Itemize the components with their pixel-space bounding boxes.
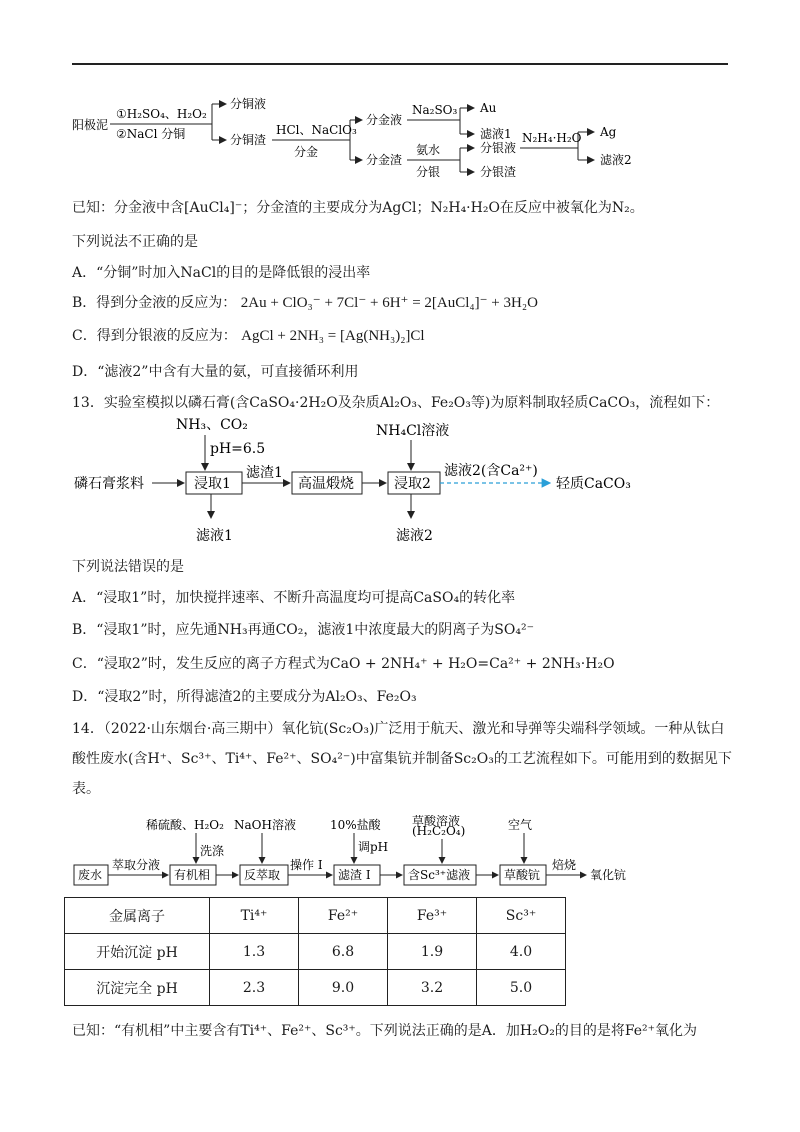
flow2-nh4cl: NH₄Cl溶液 (376, 423, 450, 439)
flow3-back: 反萃取 (244, 868, 281, 882)
flow1-au-liquid: 分金液 (366, 113, 403, 127)
table-row (65, 934, 566, 970)
table-cell: 1.3 (210, 934, 299, 970)
q12-option-a: A．“分铜”时加入NaCl的目的是降低银的浸出率 (72, 265, 371, 281)
flow1-au-step: 分金 (294, 145, 319, 159)
q12-option-b-label: B．得到分金液的反应为： (72, 295, 237, 311)
flowchart-anode-slime (0, 80, 800, 190)
q13-prompt: 下列说法错误的是 (72, 559, 184, 575)
flow3-naoh: NaOH溶液 (234, 818, 296, 832)
flow2-leach2: 浸取2 (394, 476, 431, 492)
flowchart-phosphogypsum (0, 415, 800, 555)
flow2-leach1: 浸取1 (194, 476, 231, 492)
flow1-filtrate1: 滤液1 (480, 127, 512, 141)
flow1-ammonia: 氨水 (416, 143, 441, 157)
q13-option-d: D．“浸取2”时，所得滤渣2的主要成分为Al₂O₃、Fe₂O₃ (72, 689, 417, 705)
flow2-ph: pH=6.5 (210, 441, 266, 457)
table-header-cell: Fe²⁺ (299, 898, 388, 934)
flow3-res1: 滤渣 I (338, 868, 371, 882)
q12-option-c-label: C．得到分银液的反应为： (72, 328, 237, 344)
flow2-product: 轻质CaCO₃ (556, 476, 631, 492)
flow2-filtrate2-out: 滤液2 (396, 528, 433, 544)
flow1-ag-step: 分银 (416, 165, 441, 179)
flow3-adjust: 调pH (358, 840, 389, 854)
q12-option-c-equation: AgCl + 2NH₃ = [Ag(NH₃)₂]Cl (241, 328, 425, 344)
flow3-acid: 稀硫酸、H₂O₂ (146, 818, 224, 832)
flow1-n2h4: N₂H₄·H₂O (522, 131, 582, 145)
flow3-extract: 萃取分液 (112, 858, 161, 872)
flow1-reagent2: ②NaCl 分铜 (116, 127, 186, 141)
q12-known: 已知：分金液中含[AuCl₄]⁻；分金渣的主要成分为AgCl；N₂H₄·H₂O在反应中被氧化为N₂。 (72, 200, 644, 216)
table-cell: 1.9 (388, 934, 477, 970)
flow2-gases: NH₃、CO₂ (176, 417, 248, 433)
flow1-ag: Ag (600, 125, 617, 139)
q12-option-d: D．“滤液2”中含有大量的氨，可直接循环利用 (72, 364, 359, 380)
q12-option-c (72, 325, 425, 345)
flow1-filtrate2: 滤液2 (600, 153, 632, 167)
q12-prompt: 下列说法不正确的是 (72, 234, 198, 250)
table-header-cell: Ti⁴⁺ (210, 898, 299, 934)
q12-option-b-equation: 2Au + ClO₃⁻ + 7Cl⁻ + 6H⁺ = 2[AuCl₄]⁻ + 3H₂O (240, 295, 538, 311)
header-rule (72, 63, 728, 65)
table-cell: 9.0 (299, 970, 388, 1006)
q13-option-b: B．“浸取1”时，应先通NH₃再通CO₂，滤液1中浓度最大的阴离子为SO₄²⁻ (72, 622, 534, 638)
table-header-cell: 金属离子 (65, 898, 210, 934)
table-cell: 4.0 (477, 934, 566, 970)
flow3-burn: 焙烧 (552, 858, 577, 872)
table-cell: 6.8 (299, 934, 388, 970)
flow1-au: Au (480, 101, 497, 115)
q13-option-c: C．“浸取2”时，发生反应的离子方程式为CaO + 2NH₄⁺ + H₂O=Ca²⁺ + 2NH₃·H₂O (72, 656, 615, 672)
table-cell: 3.2 (388, 970, 477, 1006)
q12-option-b (72, 292, 538, 312)
table-header-row (65, 898, 566, 934)
flow2-calcine: 高温煅烧 (298, 476, 354, 492)
table-cell: 2.3 (210, 970, 299, 1006)
flow3-sc-filtrate: 含Sc³⁺滤液 (408, 868, 471, 882)
table-cell: 5.0 (477, 970, 566, 1006)
flow1-start: 阳极泥 (72, 118, 109, 132)
flow1-cu-liquid: 分铜液 (230, 97, 267, 111)
table-header-cell: Sc³⁺ (477, 898, 566, 934)
flow3-oxalic: 草酸溶液 (412, 815, 461, 828)
flow1-au-residue: 分金渣 (366, 153, 403, 167)
flowchart-scandium (0, 815, 800, 895)
metal-ion-ph-table (64, 897, 566, 1006)
q14-stem-line1: 14．（2022·山东烟台·高三期中）氧化钪(Sc₂O₃)广泛用于航天、激光和导弹等尖端科学领域。一种从钛白 (72, 721, 725, 737)
flow1-na2so3: Na₂SO₃ (412, 103, 458, 117)
q14-known: 已知：“有机相”中主要含有Ti⁴⁺、Fe²⁺、Sc³⁺。下列说法正确的是A．加H₂O₂的目的是将Fe²⁺氧化为 (72, 1023, 698, 1039)
flow2-filtrate2: 滤液2(含Ca²⁺) (444, 463, 538, 479)
table-row (65, 970, 566, 1006)
flow3-waste: 废水 (78, 868, 103, 882)
flow3-air: 空气 (508, 818, 533, 832)
flow1-ag-residue: 分银渣 (480, 165, 517, 179)
flow3-op1: 操作 I (290, 858, 323, 872)
flow2-slurry: 磷石膏浆料 (74, 476, 144, 492)
flow3-oxalate: 草酸钪 (504, 868, 541, 882)
q14-stem-line2: 酸性废水(含H⁺、Sc³⁺、Ti⁴⁺、Fe²⁺、SO₄²⁻)中富集钪并制备Sc₂O₃的工艺流程如下。可能用到的数据见下 (72, 751, 732, 767)
table-header-cell: Fe³⁺ (388, 898, 477, 934)
q13-option-a: A．“浸取1”时，加快搅拌速率、不断升高温度均可提高CaSO₄的转化率 (72, 590, 516, 606)
flow3-wash: 洗涤 (200, 844, 225, 858)
flow3-organic: 有机相 (174, 868, 211, 882)
flow3-product: 氧化钪 (590, 868, 627, 882)
flow1-au-reagent: HCl、NaClO₃ (276, 123, 357, 137)
flow1-ag-liquid: 分银液 (480, 141, 517, 155)
q14-stem-line3: 表。 (72, 781, 100, 797)
q13-stem: 13．实验室模拟以磷石膏(含CaSO₄·2H₂O及杂质Al₂O₃、Fe₂O₃等)为原料制取轻质CaCO₃，流程如下： (72, 395, 720, 411)
flow1-reagent1: ①H₂SO₄、H₂O₂ (116, 107, 207, 121)
flow3-oxalic-formula: (H₂C₂O₄) (412, 824, 466, 838)
flow1-cu-residue: 分铜渣 (230, 133, 267, 147)
flow2-residue1: 滤渣1 (246, 465, 283, 481)
table-cell: 沉淀完全 pH (65, 970, 210, 1006)
flow2-filtrate1-out: 滤液1 (196, 528, 233, 544)
table-cell: 开始沉淀 pH (65, 934, 210, 970)
flow3-hcl: 10%盐酸 (330, 818, 381, 832)
